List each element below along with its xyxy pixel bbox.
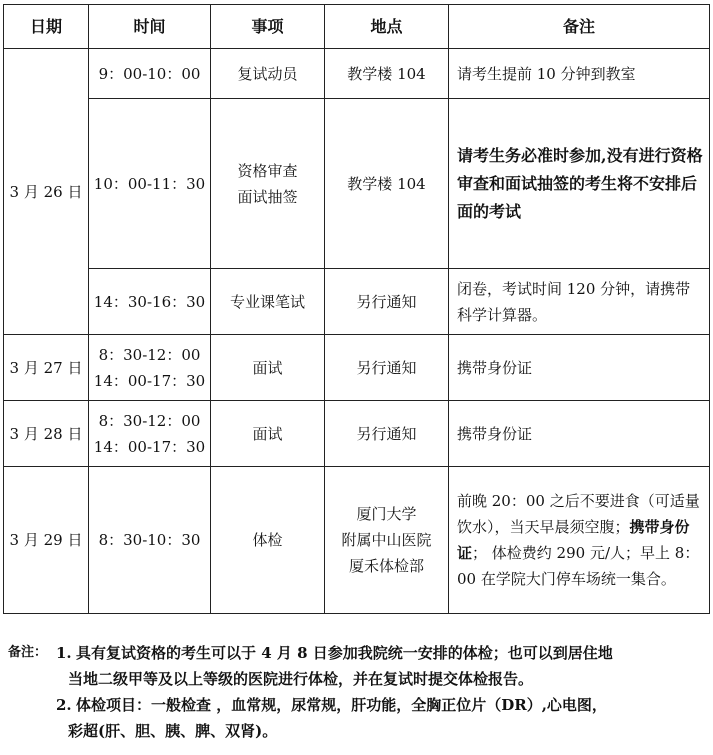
- location-cell: [325, 467, 449, 614]
- time-cell: [89, 401, 211, 467]
- location-cell: 另行通知: [325, 269, 449, 335]
- time-line: 14：00-17：30: [93, 437, 206, 456]
- table-row: [4, 269, 710, 335]
- note-text-continued: 当地二级甲等及以上等级的医院进行体检，并在复试时提交体检报告。: [68, 670, 534, 688]
- note-number: 1.: [56, 644, 72, 662]
- location-cell: 另行通知: [325, 335, 449, 401]
- note-text: 具有复试资格的考生可以于 4 月 8 日参加我院统一安排的体检；也可以到居住地: [76, 644, 613, 662]
- time-line: 8：30-12：00: [98, 411, 201, 430]
- remarks-bold-text: 携带身份证: [457, 518, 690, 562]
- location-cell: 教学楼 104: [325, 49, 449, 99]
- schedule-table: [3, 4, 710, 614]
- footnote-note-2: [8, 692, 708, 718]
- location-cell: 教学楼 104: [325, 99, 449, 269]
- item-line: 面试抽签: [237, 187, 298, 206]
- time-cell: 10：00-11：30: [89, 99, 211, 269]
- remarks-cell: 携带身份证: [449, 335, 710, 401]
- location-line: 厦门大学: [356, 505, 417, 523]
- note-text: 体检项目：一般检查 ，血常规，尿常规，肝功能，全胸正位片（DR）,心电图，: [76, 696, 607, 714]
- time-cell: 9：00-10：00: [89, 49, 211, 99]
- item-cell: 体检: [211, 467, 325, 614]
- remarks-text: 前晚 20：00 之后不要进食（可适量饮水），当天早晨须空腹；: [457, 492, 700, 536]
- time-cell: [89, 335, 211, 401]
- header-time: 时间: [89, 5, 211, 49]
- time-line: 8：30-12：00: [98, 345, 201, 364]
- time-cell: 8：30-10：30: [89, 467, 211, 614]
- table-row: [4, 401, 710, 467]
- item-cell: 面试: [211, 335, 325, 401]
- location-line: 附属中山医院: [341, 531, 432, 549]
- footnote: [8, 640, 708, 744]
- table-row: [4, 335, 710, 401]
- header-date: 日期: [4, 5, 89, 49]
- item-cell: 专业课笔试: [211, 269, 325, 335]
- header-row: [4, 5, 710, 49]
- date-cell: 3 月 29 日: [4, 467, 89, 614]
- remarks-cell: 携带身份证: [449, 401, 710, 467]
- note-number: 2.: [56, 696, 72, 714]
- location-line: 厦禾体检部: [348, 557, 424, 575]
- location-cell: 另行通知: [325, 401, 449, 467]
- date-cell: 3 月 26 日: [4, 49, 89, 335]
- item-line: 资格审查: [237, 161, 298, 180]
- date-cell: 3 月 27 日: [4, 335, 89, 401]
- footnote-label: 备注：: [8, 645, 48, 660]
- remarks-cell: [449, 467, 710, 614]
- time-line: 14：00-17：30: [93, 371, 206, 390]
- table-row: [4, 467, 710, 614]
- remarks-cell: 请考生提前 10 分钟到教室: [449, 49, 710, 99]
- date-cell: 3 月 28 日: [4, 401, 89, 467]
- remarks-cell: 请考生务必准时参加,没有进行资格审查和面试抽签的考生将不安排后面的考试: [449, 99, 710, 269]
- item-cell: 面试: [211, 401, 325, 467]
- time-cell: 14：30-16：30: [89, 269, 211, 335]
- remarks-cell: 闭卷，考试时间 120 分钟，请携带科学计算器。: [449, 269, 710, 335]
- footnote-note-1: [8, 640, 708, 666]
- note-text-continued: 彩超(肝、胆、胰、脾、双肾)。: [68, 722, 278, 740]
- item-cell: [211, 99, 325, 269]
- header-location: 地点: [325, 5, 449, 49]
- table-row: [4, 49, 710, 99]
- header-remarks: 备注: [449, 5, 710, 49]
- remarks-text: ； 体检费约 290 元/人；早上 8：00 在学院大门停车场统一集合。: [457, 544, 700, 588]
- header-item: 事项: [211, 5, 325, 49]
- table-row: [4, 99, 710, 269]
- item-cell: 复试动员: [211, 49, 325, 99]
